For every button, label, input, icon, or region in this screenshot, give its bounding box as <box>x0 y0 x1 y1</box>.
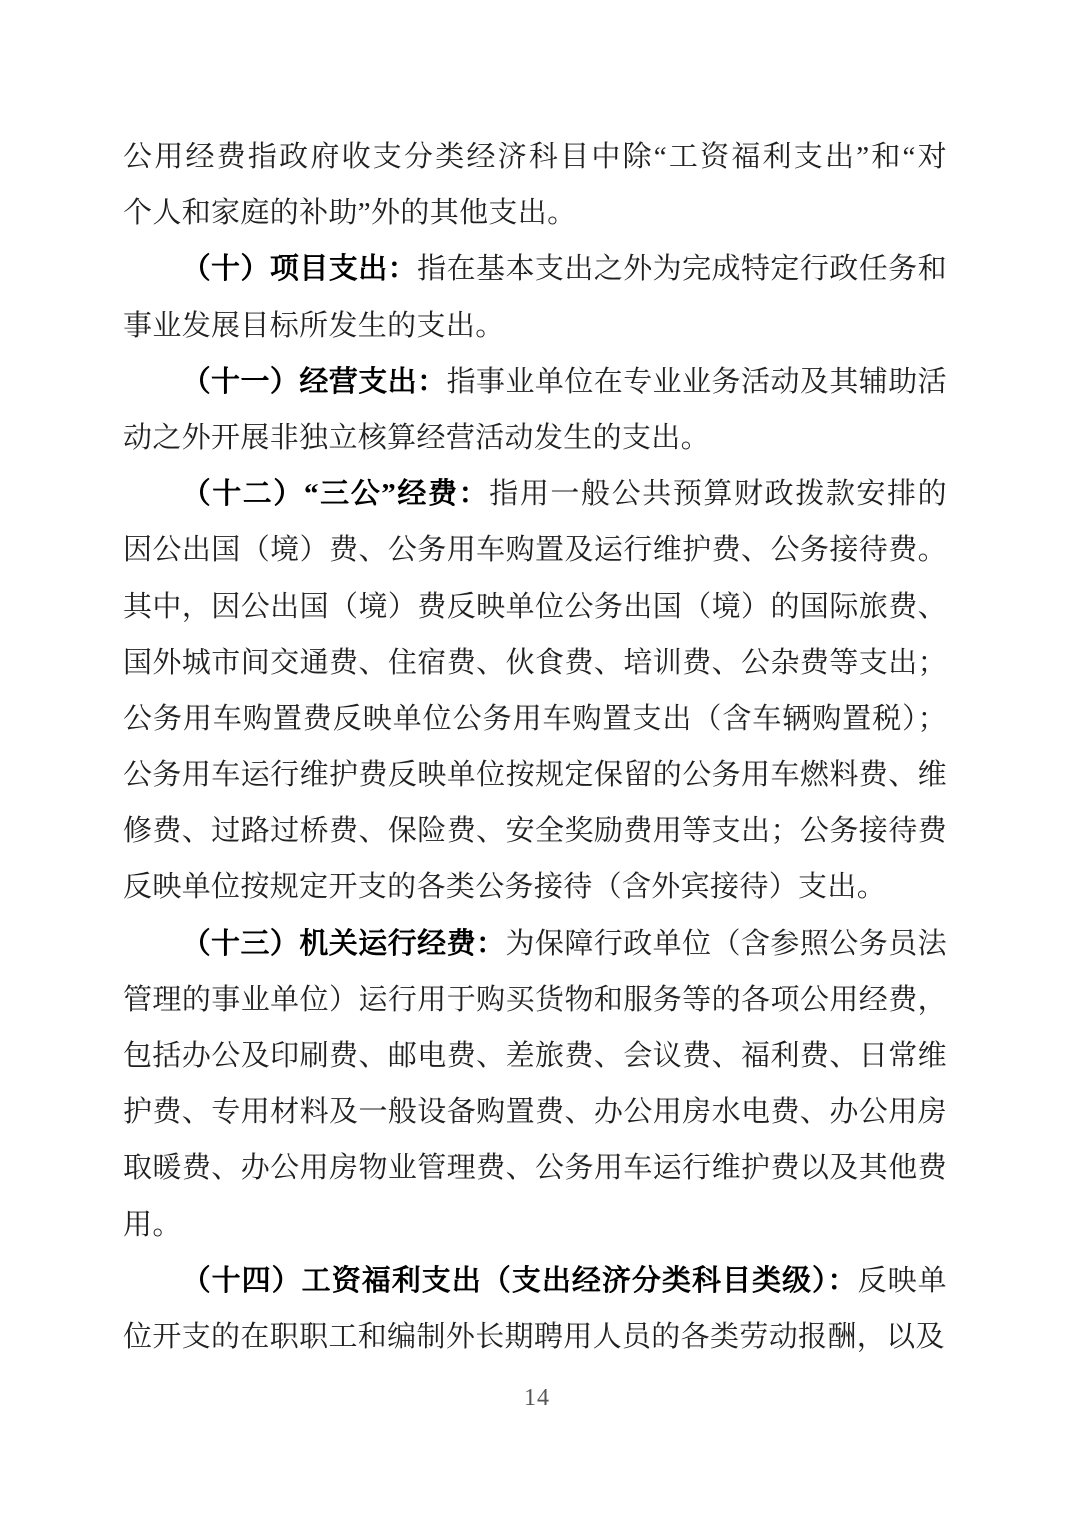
text-segment: 指在基本支出之外为完成特定行政任务和 <box>417 253 947 286</box>
text-line <box>123 241 947 297</box>
text-line <box>123 579 947 635</box>
term-heading: （十）项目支出： <box>181 253 418 286</box>
text-segment: 个人和家庭的补助”外的其他支出。 <box>123 197 577 230</box>
text-segment: 指用一般公共预算财政拨款安排的 <box>489 478 947 511</box>
text-segment: 反映单位按规定开支的各类公务接待（含外宾接待）支出。 <box>123 871 887 904</box>
text-segment: 取暖费、办公用房物业管理费、公务用车运行维护费以及其他费 <box>123 1152 947 1185</box>
text-line <box>123 916 947 972</box>
text-block <box>123 129 947 1365</box>
text-segment: 为保障行政单位（含参照公务员法 <box>505 927 947 960</box>
text-segment: 指事业单位在专业业务活动及其辅助活 <box>446 365 947 398</box>
text-segment: 位开支的在职职工和编制外长期聘用人员的各类劳动报酬，以及 <box>123 1320 945 1353</box>
text-line <box>123 466 947 522</box>
page-number: 14 <box>524 1385 550 1411</box>
text-line <box>123 972 947 1028</box>
text-line <box>123 691 947 747</box>
text-line <box>123 747 947 803</box>
text-segment: 护费、专用材料及一般设备购置费、办公用房水电费、办公用房 <box>123 1096 947 1129</box>
text-segment: 其中，因公出国（境）费反映单位公务出国（境）的国际旅费、 <box>123 590 947 623</box>
text-line <box>123 1309 947 1365</box>
text-line <box>123 1197 947 1253</box>
text-segment: 用。 <box>123 1208 182 1241</box>
text-segment: 国外城市间交通费、住宿费、伙食费、培训费、公杂费等支出； <box>123 646 947 679</box>
text-segment: 反映单 <box>857 1264 947 1297</box>
text-line <box>123 859 947 915</box>
text-line <box>123 1084 947 1140</box>
page-number-footer <box>0 1386 1074 1410</box>
text-segment: 包括办公及印刷费、邮电费、差旅费、会议费、福利费、日常维 <box>123 1040 947 1072</box>
text-line <box>123 635 947 691</box>
text-line <box>123 298 947 354</box>
text-segment: 事业发展目标所发生的支出。 <box>123 309 505 342</box>
text-line <box>123 803 947 859</box>
text-line <box>123 410 947 466</box>
term-heading: （十一）经营支出： <box>181 365 447 398</box>
text-line <box>123 522 947 578</box>
text-segment: 动之外开展非独立核算经营活动发生的支出。 <box>123 421 711 454</box>
text-line <box>123 129 947 185</box>
text-line <box>123 354 947 410</box>
text-line <box>123 1253 947 1309</box>
text-segment: 修费、过路过桥费、保险费、安全奖励费用等支出；公务接待费 <box>123 815 947 848</box>
text-segment: 公务用车购置费反映单位公务用车购置支出（含车辆购置税）； <box>123 702 947 735</box>
text-segment: 因公出国（境）费、公务用车购置及运行维护费、公务接待费。 <box>123 534 947 567</box>
text-segment: 管理的事业单位）运行用于购买货物和服务等的各项公用经费， <box>123 983 947 1016</box>
text-line <box>123 185 947 241</box>
text-line <box>123 1140 947 1196</box>
term-heading: （十二）“三公”经费： <box>181 478 490 511</box>
text-line <box>123 1028 947 1084</box>
term-heading: （十四）工资福利支出（支出经济分类科目类级）： <box>181 1264 858 1297</box>
text-segment: 公务用车运行维护费反映单位按规定保留的公务用车燃料费、维 <box>123 759 947 792</box>
term-heading: （十三）机关运行经费： <box>181 927 506 960</box>
text-segment: 公用经费指政府收支分类经济科目中除“工资福利支出”和“对 <box>123 141 947 173</box>
